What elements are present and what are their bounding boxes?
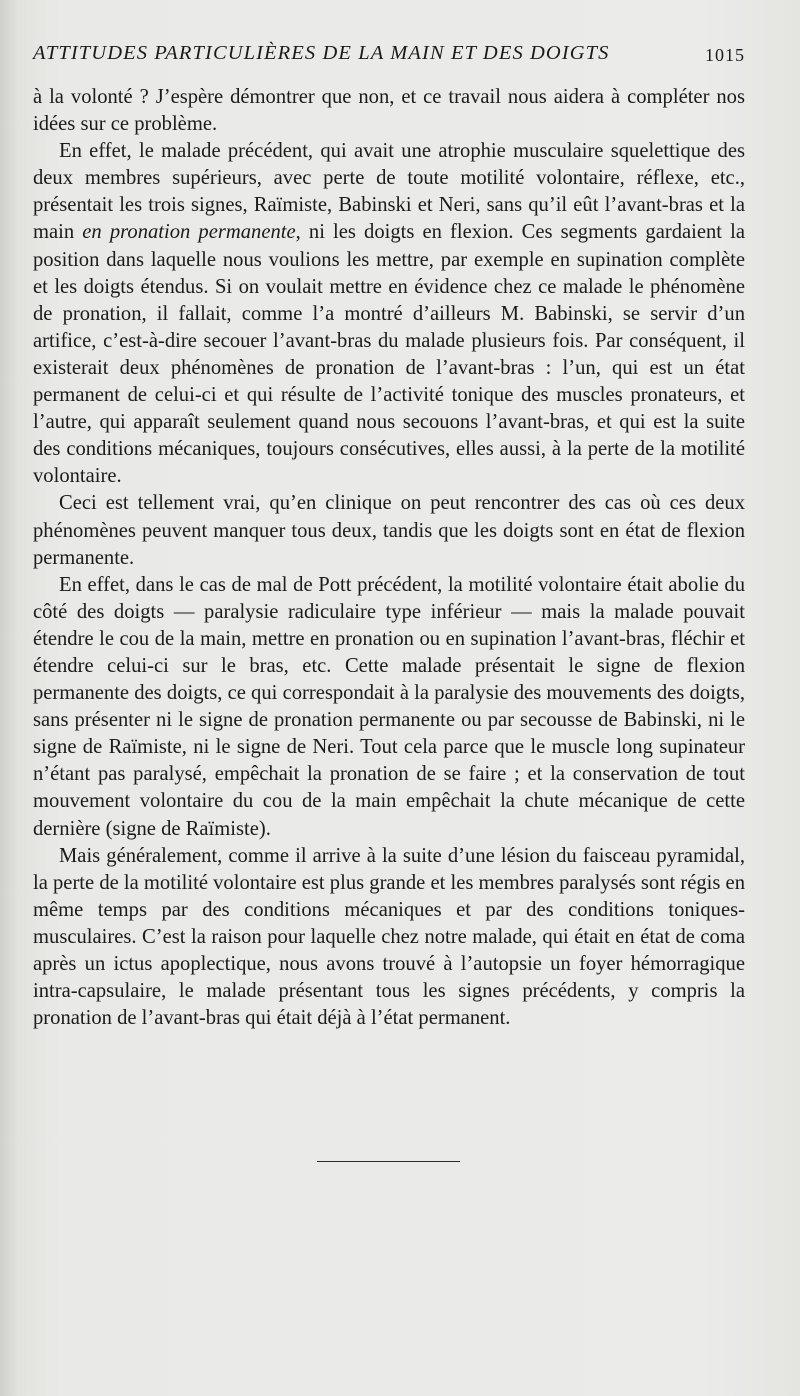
page-header	[33, 40, 745, 70]
text-segment: Ceci est tellement vrai, qu’en clinique on peut rencontrer des cas où ces deux phénomènes peuvent manquer tous deux, tandis que les doigts sont en état de flexion permanente.	[33, 492, 745, 569]
text-segment: à la volonté ? J’espère démontrer que non, et ce travail nous aidera à compléter nos idées sur ce problème.	[33, 86, 745, 136]
text-segment: En effet, le malade précédent, qui avait une atrophie musculaire squelettique des deux membres supérieurs, avec perte de toute motilité volontaire, réflexe, etc., présentait les trois signes, Raïmiste, Babinski et Neri, sans qu’il eût l’avant-bras et la main	[33, 140, 745, 244]
page-number: 1015	[705, 45, 745, 65]
paragraph	[33, 843, 745, 1033]
text-segment: , ni les doigts en flexion. Ces segments gardaient la position dans laquelle nous voulions les mettre, par exemple en supination complète et les doigts étendus. Si on voulait mettre en évidence chez ce malade le phénomène de pronation, il fallait, comme l’a montré d’ailleurs M. Babinski, se servir d’un artifice, c’est-à-dire secouer l’avant-bras du malade plusieurs fois. Par conséquent, il existerait deux phénomènes de pronation de l’avant-bras : l’un, qui est un état permanent de celui-ci et qui résulte de l’activité tonique des muscles pronateurs, et l’autre, qui apparaît seulement quand nous secouons l’avant-bras, et qui est la suite des conditions mécaniques, toujours consécutives, elles aussi, à la perte de la motilité volontaire.	[33, 221, 745, 488]
end-rule	[317, 1161, 460, 1162]
paragraph	[33, 84, 745, 138]
text-segment: Mais généralement, comme il arrive à la suite d’une lésion du faisceau pyramidal, la perte de la motilité volontaire est plus grande et les membres paralysés sont régis en même temps par des conditions mécaniques et par des conditions toniques-musculaires. C’est la raison pour laquelle chez notre malade, qui était en état de coma après un ictus apoplectique, nous avons trouvé à l’autopsie un foyer hémorragique intra-capsulaire, le malade présentant tous les signes précédents, y compris la pronation de l’avant-bras qui était déjà à l’état permanent.	[33, 844, 745, 1030]
italic-segment: en pronation permanente	[82, 221, 296, 244]
paragraph	[33, 572, 745, 843]
text-segment: En effet, dans le cas de mal de Pott précédent, la motilité volontaire était abolie du côté des doigts — paralysie radiculaire type inférieur — mais la malade pouvait étendre le cou de la main, mettre en pronation ou en supination l’avant-bras, fléchir et étendre celui-ci sur le bras, etc. Cette malade présentait le signe de flexion permanente des doigts, ce qui correspondait à la paralysie des mouvements des doigts, sans présenter ni le signe de pronation permanente ou par secousse de Babinski, ni le signe de Raïmiste, ni le signe de Neri. Tout cela parce que le muscle long supinateur n’étant pas paralysé, empêchait la pronation de se faire ; et la conservation de tout mouvement volontaire du cou de la main empêchait la chute mécanique de cette dernière (signe de Raïmiste).	[33, 573, 745, 840]
paragraph	[33, 490, 745, 571]
running-title: ATTITUDES PARTICULIÈRES DE LA MAIN ET DES DOIGTS	[33, 42, 610, 64]
body-text	[33, 84, 745, 1032]
paragraph	[33, 138, 745, 490]
